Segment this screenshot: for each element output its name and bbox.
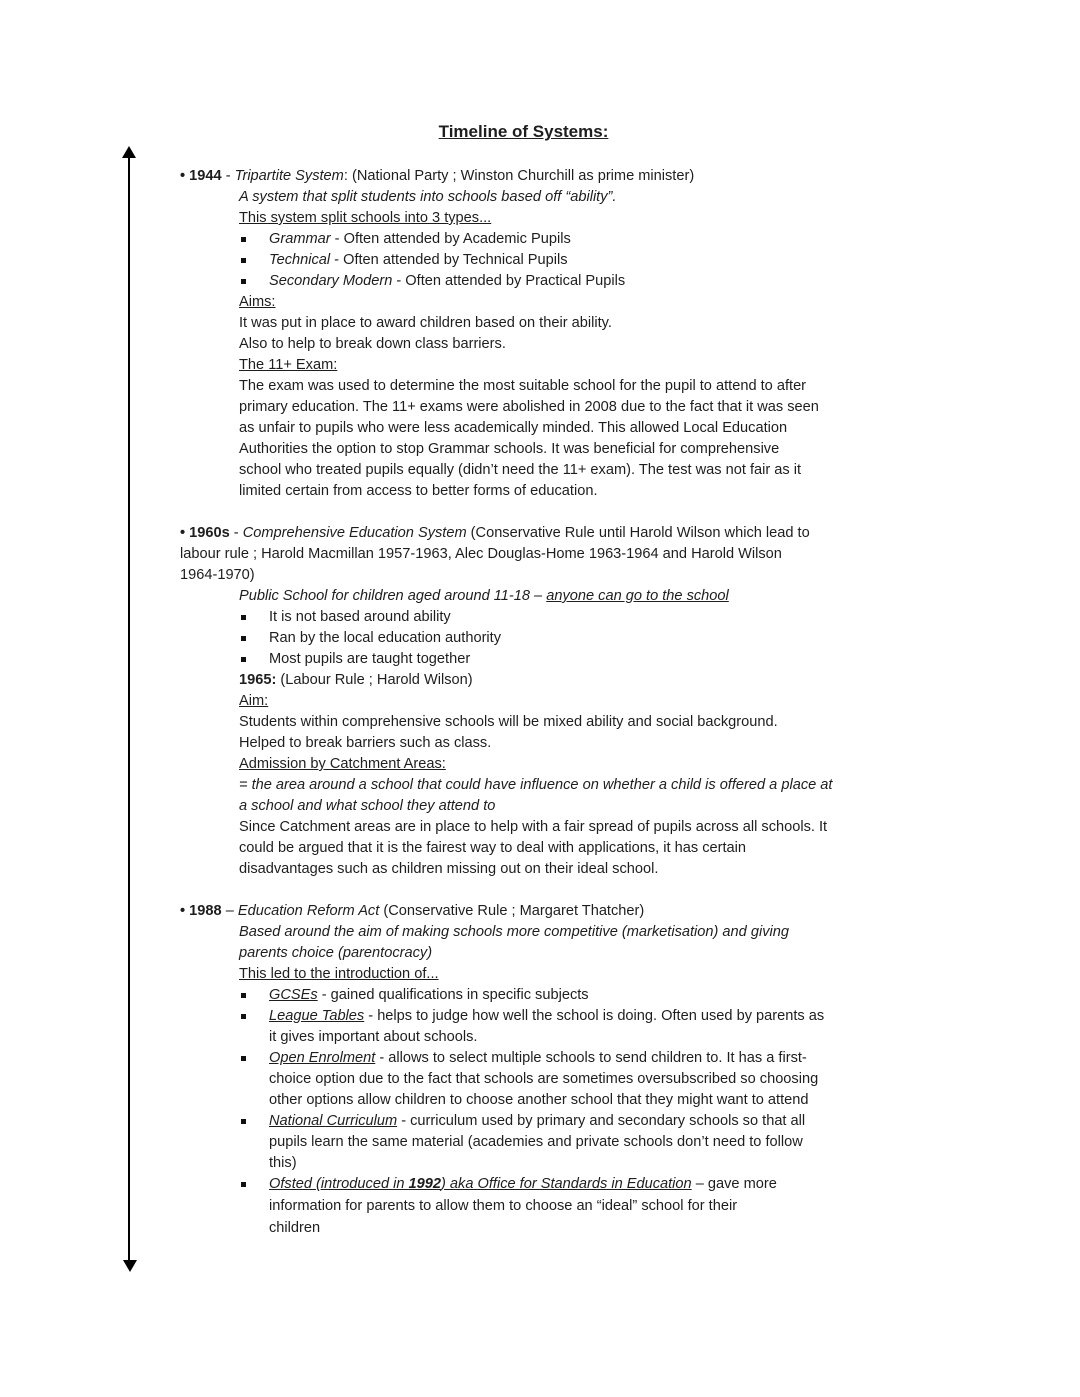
- catchment-definition-line: = the area around a school that could have influence on whether a child is offered a place at: [239, 777, 833, 793]
- timeline-arrow-down-icon: [123, 1260, 137, 1272]
- bullet-icon: [241, 607, 246, 628]
- bullet-icon: [241, 649, 246, 670]
- entry-1960s-catchment-heading: Admission by Catchment Areas:: [239, 756, 446, 772]
- list-item-gcses: GCSEs - gained qualifications in specific subjects: [269, 987, 589, 1003]
- bullet-icon: [241, 628, 246, 649]
- list-item-ofsted: Ofsted (introduced in 1992) aka Office for Standards in Education – gave more: [269, 1176, 777, 1192]
- list-item-national-curriculum: National Curriculum - curriculum used by primary and secondary schools so that all: [269, 1113, 806, 1129]
- bullet-icon: [241, 1174, 246, 1195]
- paragraph-line: disadvantages such as children missing out on their ideal school.: [239, 861, 659, 877]
- bullet-icon: [241, 1048, 246, 1069]
- entry-1988-description: parents choice (parentocracy): [239, 945, 433, 961]
- bullet-icon: [241, 1111, 246, 1132]
- entry-1965-heading: 1965: (Labour Rule ; Harold Wilson): [239, 672, 473, 688]
- bullet-icon: [241, 985, 246, 1006]
- list-item: Ran by the local education authority: [269, 630, 502, 646]
- paragraph-line: limited certain from access to better forms of education.: [239, 483, 598, 499]
- paragraph-line: 1964-1970): [180, 567, 255, 583]
- paragraph-line: could be argued that it is the fairest way to deal with applications, it has certain: [239, 840, 747, 856]
- bullet-icon: [241, 271, 246, 292]
- bullet-icon: [241, 1006, 246, 1027]
- list-item: It is not based around ability: [269, 609, 451, 625]
- list-item: Secondary Modern - Often attended by Practical Pupils: [269, 273, 626, 289]
- entry-1960s-heading: • 1960s - Comprehensive Education System (Conservative Rule until Harold Wilson which lead to: [180, 525, 810, 541]
- entry-1944-heading: • 1944 - Tripartite System: (National Party ; Winston Churchill as prime minister): [180, 168, 695, 184]
- list-item: Most pupils are taught together: [269, 651, 471, 667]
- list-item: Grammar - Often attended by Academic Pupils: [269, 231, 571, 247]
- entry-1944-context: (National Party ; Winston Churchill as prime minister): [351, 168, 695, 184]
- list-item-open-enrolment: Open Enrolment - allows to select multiple schools to send children to. It has a first-: [269, 1050, 807, 1066]
- entry-1960s-description: Public School for children aged around 11-18 – anyone can go to the school: [239, 588, 729, 604]
- list-item-continuation: information for parents to allow them to choose an “ideal” school for their: [269, 1198, 738, 1214]
- entry-1988-heading: • 1988 – Education Reform Act (Conservative Rule ; Margaret Thatcher): [180, 903, 645, 919]
- paragraph-line: Helped to break barriers such as class.: [239, 735, 492, 751]
- bullet-icon: [241, 250, 246, 271]
- entry-1988-system: Education Reform Act: [237, 903, 380, 919]
- entry-1944-aims-heading: Aims:: [239, 294, 276, 310]
- list-item-league-tables: League Tables - helps to judge how well the school is doing. Often used by parents as: [269, 1008, 825, 1024]
- timeline-line: [128, 152, 130, 1266]
- entry-1988-description: Based around the aim of making schools more competitive (marketisation) and giving: [239, 924, 789, 940]
- entry-1960s-year: • 1960s: [180, 525, 230, 541]
- bullet-icon: [241, 229, 246, 250]
- paragraph-line: school who treated pupils equally (didn’t need the 11+ exam). The test was not fair as it: [239, 462, 802, 478]
- entry-1988-intro-heading: This led to the introduction of...: [239, 966, 439, 982]
- entry-1944-system: Tripartite System: [234, 168, 344, 184]
- paragraph-line: Also to help to break down class barriers.: [239, 336, 506, 352]
- paragraph-line: The exam was used to determine the most suitable school for the pupil to attend to after: [239, 378, 807, 394]
- page-title: Timeline of Systems:: [438, 122, 609, 141]
- paragraph-line: as unfair to pupils who were less academically minded. This allowed Local Education: [239, 420, 788, 436]
- entry-1944-year: • 1944: [180, 168, 222, 184]
- paragraph-line: Since Catchment areas are in place to help with a fair spread of pupils across all schools. It: [239, 819, 828, 835]
- list-item-continuation: other options allow children to choose another school that they might want to attend: [269, 1092, 809, 1108]
- list-item-continuation: children: [269, 1220, 321, 1236]
- paragraph-line: Authorities the option to stop Grammar schools. It was beneficial for comprehensive: [239, 441, 780, 457]
- paragraph-line: labour rule ; Harold Macmillan 1957-1963, Alec Douglas-Home 1963-1964 and Harold Wilson: [180, 546, 782, 562]
- list-item-continuation: choice option due to the fact that schools are sometimes oversubscribed so choosing: [269, 1071, 819, 1087]
- entry-1944-split-heading: This system split schools into 3 types...: [239, 210, 492, 226]
- catchment-definition-line: a school and what school they attend to: [239, 798, 496, 814]
- paragraph-line: It was put in place to award children based on their ability.: [239, 315, 612, 331]
- entry-1944-description: A system that split students into schools based off “ability”.: [239, 189, 617, 205]
- entry-1960s-system: Comprehensive Education System: [242, 525, 467, 541]
- list-item: Technical - Often attended by Technical Pupils: [269, 252, 568, 268]
- paragraph-line: primary education. The 11+ exams were abolished in 2008 due to the fact that it was seen: [239, 399, 819, 415]
- entry-1944-exam-heading: The 11+ Exam:: [239, 357, 338, 373]
- paragraph-line: Students within comprehensive schools will be mixed ability and social background.: [239, 714, 778, 730]
- list-item-continuation: it gives important about schools.: [269, 1029, 478, 1045]
- entry-1960s-aim-heading: Aim:: [239, 693, 269, 709]
- entry-1988-year: • 1988: [180, 903, 222, 919]
- list-item-continuation: pupils learn the same material (academies and private schools don’t need to follow: [269, 1134, 803, 1150]
- list-item-continuation: this): [269, 1155, 297, 1171]
